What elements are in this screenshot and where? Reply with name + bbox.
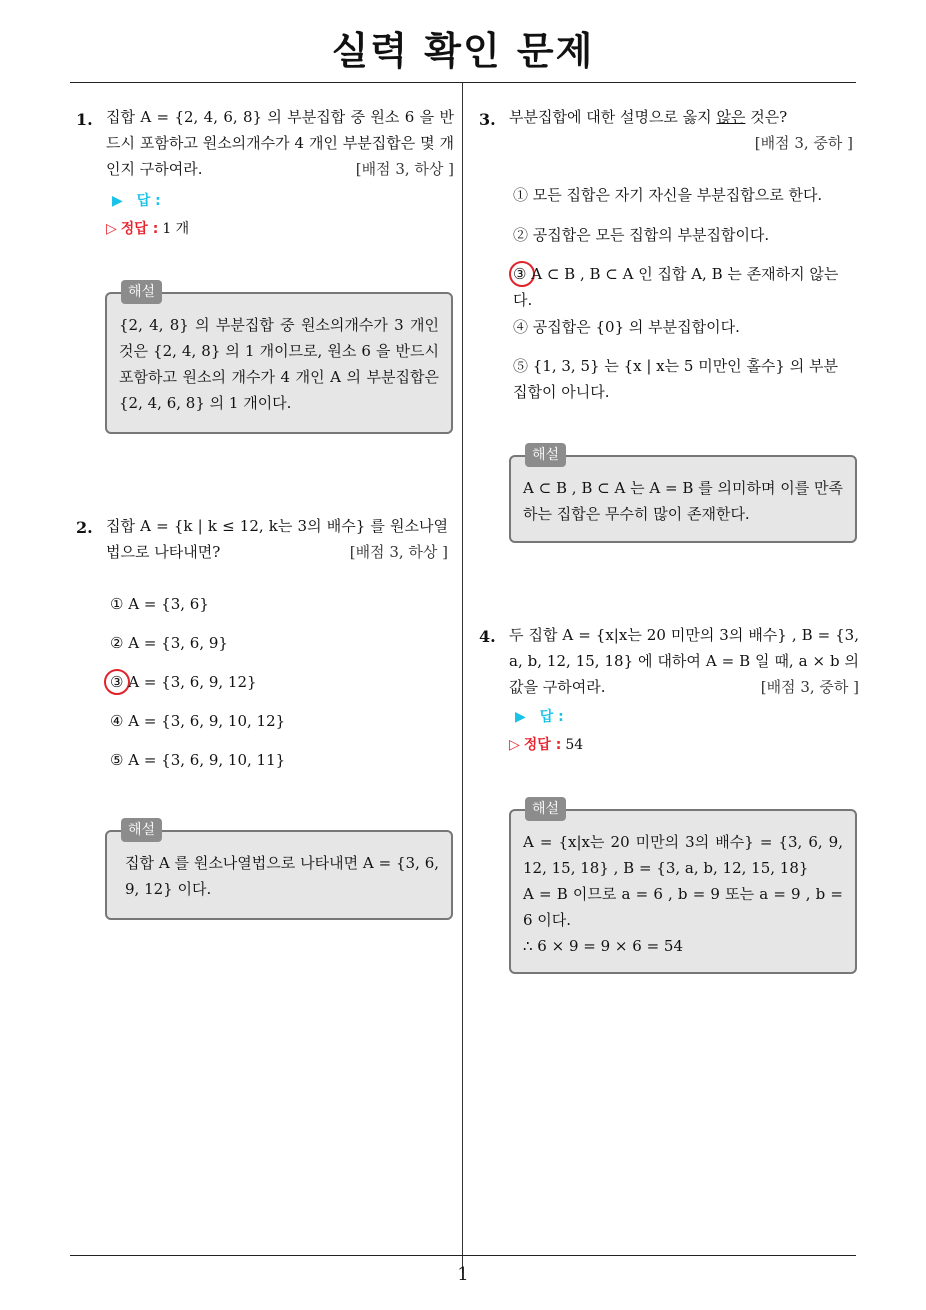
page-title: 실력 확인 문제 <box>331 29 595 73</box>
q2-option-3[interactable]: ③ A = {3, 6, 9, 12} <box>110 673 257 691</box>
page-number: 1 <box>457 1264 469 1285</box>
q2-option-4[interactable]: ④ A = {3, 6, 9, 10, 12} <box>110 712 286 730</box>
q3-solution-box <box>509 447 857 543</box>
q1-answer-label: 답 : <box>136 193 161 209</box>
q2-option-2[interactable]: ② A = {3, 6, 9} <box>110 634 228 652</box>
q1-text: 집합 A = {2, 4, 6, 8} 의 부분집합 중 원소 6 을 반드시 포함하고 원소의개수가 4 개인 부분집합은 몇 개인지 구하여라. <box>106 108 454 178</box>
q4-correct-line <box>509 732 859 758</box>
q3-solution-tag: 해설 <box>525 443 566 467</box>
q3-text-pre: 부분집합에 대한 설명으로 옳지 <box>509 108 717 126</box>
q4-correct-value: 54 <box>565 737 584 753</box>
q2-solution-text: 집합 A 를 원소나열법으로 나타내면 A = {3, 6, 9, 12} 이다. <box>125 854 439 898</box>
q1-solution-box <box>105 284 453 434</box>
q2-option-1[interactable]: ① A = {3, 6} <box>110 595 209 613</box>
q3-number: 3. <box>479 110 496 129</box>
q3-score: [배점 3, 중하 ] <box>754 134 853 152</box>
q3-solution-text: A ⊂ B , B ⊂ A 는 A = B 를 의미하며 이를 만족하는 집합은 무수히 많이 존재한다. <box>523 479 843 523</box>
column-divider <box>462 83 463 1273</box>
q2-block <box>106 513 448 565</box>
q3-option-3[interactable]: ③ A ⊂ B , B ⊂ A 인 집합 A, B 는 존재하지 않는다. <box>513 265 839 309</box>
q1-score: [배점 3, 하상 ] <box>355 160 454 178</box>
top-rule <box>70 82 856 83</box>
q4-answer-line[interactable] <box>509 704 859 730</box>
q4-correct-label: 정답 : <box>523 737 562 753</box>
q3-text-underline: 않은 <box>716 108 746 126</box>
q3-text <box>509 104 853 130</box>
q2-score: [배점 3, 하상 ] <box>349 543 448 561</box>
q3-text-post: 것은? <box>745 108 788 126</box>
q4-text: 두 집합 A = {x|x는 20 미만의 3의 배수} , B = {3, a, b, 12, 15, 18} 에 대하여 A = B 일 때, a × b 의 값을 구하여라. <box>509 626 859 696</box>
q2-number: 2. <box>76 518 93 537</box>
q1-block <box>106 104 454 242</box>
q1-correct-value: 1 개 <box>162 221 190 237</box>
q2-option-5[interactable]: ⑤ A = {3, 6, 9, 10, 11} <box>110 751 286 769</box>
q2-solution-box <box>105 822 453 920</box>
q1-solution-tag: 해설 <box>121 280 162 304</box>
q4-block <box>509 622 859 758</box>
q1-correct-line <box>106 216 454 242</box>
q4-solution-line1: A = {x|x는 20 미만의 3의 배수} = {3, 6, 9, 12, 15, 18} , B = {3, a, b, 12, 15, 18} <box>523 833 843 877</box>
q1-number: 1. <box>76 110 93 129</box>
q4-solution-line2: A = B 이므로 a = 6 , b = 9 또는 a = 9 , b = 6 이다. <box>523 885 843 929</box>
q3-block <box>509 104 853 156</box>
play-icon: ▶ <box>112 193 123 209</box>
q4-score: [배점 3, 중하 ] <box>760 678 859 696</box>
q4-solution-line3: ∴ 6 × 9 = 9 × 6 = 54 <box>523 937 683 955</box>
q4-solution-tag: 해설 <box>525 797 566 821</box>
q4-number: 4. <box>479 627 496 646</box>
outline-triangle-icon: ▷ <box>509 737 520 753</box>
q3-option-5[interactable]: ⑤ {1, 3, 5} 는 {x | x는 5 미만인 홀수} 의 부분집합이 아니다. <box>513 357 838 401</box>
q4-answer-label: 답 : <box>539 709 564 725</box>
q2-text: 집합 A = {k | k ≤ 12, k는 3의 배수} 를 원소나열법으로 나타내면? <box>106 517 448 561</box>
play-icon: ▶ <box>515 709 526 725</box>
outline-triangle-icon: ▷ <box>106 221 117 237</box>
q2-solution-tag: 해설 <box>121 818 162 842</box>
q1-answer-line[interactable] <box>106 188 454 214</box>
q1-solution-text: {2, 4, 8} 의 부분집합 중 원소의개수가 3 개인 것은 {2, 4, 8} 의 1 개이므로, 원소 6 을 반드시 포함하고 원소의 개수가 4 개인 A 의 부분집합은 {2, 4, 6, 8} 의 1 개이다. <box>119 316 439 412</box>
q3-option-2[interactable]: ② 공집합은 모든 집합의 부분집합이다. <box>513 226 770 244</box>
q1-correct-label: 정답 : <box>120 221 159 237</box>
bottom-rule <box>70 1255 856 1256</box>
q3-option-4[interactable]: ④ 공집합은 {0} 의 부분집합이다. <box>513 318 740 336</box>
q3-option-1[interactable]: ① 모든 집합은 자기 자신을 부분집합으로 한다. <box>513 186 823 204</box>
q4-solution-box <box>509 801 857 974</box>
